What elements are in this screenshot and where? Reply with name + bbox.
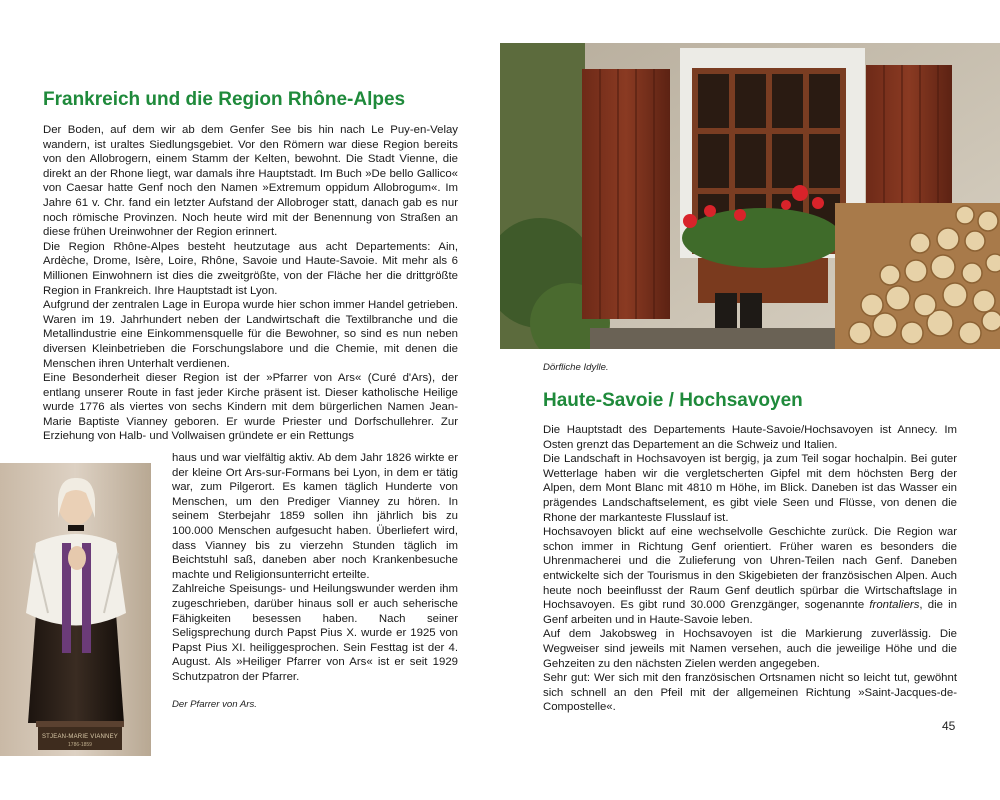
- statue-photo: [0, 463, 151, 756]
- left-paragraph-5: haus und war vielfältig aktiv. Ab dem Jahr 1826 wirkte er der kleine Ort Ars-sur-Formans bei Lyon, in dem er tätig war, zum Pilgerort. Es kamen täglich Hunderte von Menschen, um den Prediger Vianney zu hören. In seinem Sterbejahr 1859 sollen ihn jährlich bis zu 100.000 Menschen aufgesucht haben. Überliefert wird, dass Vianney bis zu vierzehn Stunden täglich im Beichtstuhl saß, daneben aber noch Krankenbesuche machte und Religionsunterricht erteilte.: [172, 452, 458, 581]
- village-photo: [500, 43, 1000, 349]
- left-paragraph-6: Zahlreiche Speisungs- und Heilungswunder werden ihm zugeschrieben, darüber hinaus soll er auch seherische Fähigkeiten besessen haben. Nach seiner Seligsprechung durch Papst Pius X. wurde er 1925 von Papst Pius XI. heiliggesprochen. Sein Festtag ist der 4. August. Als »Heiliger Pfarrer von Ars« ist er seit 1929 Schutzpatron der Pfarrer.: [172, 583, 458, 683]
- left-paragraph-4: Eine Besonderheit dieser Region ist der »Pfarrer von Ars« (Curé d'Ars), der entlang unserer Route in fast jeder Kirche präsent ist. Dieser katholische Heilige wurde 1776 als viertes von sechs Kindern mit dem bürgerlichen Namen Jean-Marie Baptiste Vianney geboren. Er wurde Priester und Dorfschullehrer. Zur Erziehung von Halb- und Vollwaisen gründete er ein Rettungs: [43, 372, 458, 443]
- left-heading: Frankreich und die Region Rhône-Alpes: [43, 89, 406, 110]
- right-paragraph-3-text: Hochsavoyen blickt auf eine wechselvolle Geschichte zurück. Die Region war schon immer in Richtung Genf orientiert. Früher waren es besonders die Uhrenmacherei und die Zulieferung von Uhren-Teilen nach Genf. Daneben entwickelte sich der Tourismus in den Skigebieten der französischen Alpen. Auch heute noch beeinflusst der Raum Genf deutlich spürbar die Wirtschaftslage in Hochsavoyen. Es gibt rund 30.000 Grenzgänger, sogenannte: [543, 526, 957, 612]
- right-paragraph-3-rest: , die in Genf arbeiten und in Haute-Savoie leben.: [543, 599, 957, 626]
- left-paragraph-1: Der Boden, auf dem wir ab dem Genfer See bis hin nach Le Puy-en-Velay wandern, ist uraltes Siedlungsgebiet. Vor den Römern war diese Region bereits von den Allobrogern, einem Stamm der Kelten, bewohnt. Die Stadt Vienne, die direkt an der Rhone liegt, war damals ihre Hauptstadt. Im Buch »De bello Gallico« von Caesar hatte Genf noch den Namen »Extremum oppidum Allobrogum«. Im Jahre 61 v. Chr. fand ein letzter Aufstand der Allobroger statt, danach gab es nur noch römische Provinzen. Noch heute wird mit der Benennung von Straßen an diese frühen Ureinwohner der Region erinnert.: [43, 124, 458, 239]
- left-paragraph-2: Die Region Rhône-Alpes besteht heutzutage aus acht Departements: Ain, Ardèche, Drome, Isère, Loire, Rhône, Savoie und Haute-Savoie. Mit mehr als 6 Millionen Einwohnern ist dies die zweitgrößte, von der Fläche her die drittgrößte Region in Frankreich. Ihre Hauptstadt ist Lyon.: [43, 240, 458, 297]
- right-paragraph-1: Die Hauptstadt des Departements Haute-Savoie/Hochsavoyen ist Annecy. Im Osten grenzt das Departement an die Schweiz und Italien.: [543, 424, 957, 451]
- statue-plaque-years: 1786-1859: [68, 742, 92, 748]
- left-narrow-text-block: [172, 451, 458, 685]
- right-text-block: [543, 423, 957, 715]
- page-number: 45: [942, 719, 956, 733]
- statue-caption: Der Pfarrer von Ars.: [172, 699, 257, 710]
- frontaliers-term: frontaliers: [869, 599, 920, 612]
- right-paragraph-2: Die Landschaft in Hochsavoyen ist bergig, ja zum Teil sogar hochalpin. Bei guter Wetterlage haben wir die vergletscherten Gipfel mit dem höchsten Berg der Alpen, dem Mont Blanc mit 4810 m Höhe, im Blick. Daneben ist das Wasser ein prägendes Landschaftselement, es gibt viele Seen und Flüsse, von denen die Rhone der markanteste Flusslauf ist.: [543, 453, 957, 524]
- right-heading: Haute-Savoie / Hochsavoyen: [543, 390, 803, 411]
- statue-plaque-text: STJEAN-MARIE VIANNEY: [41, 734, 118, 740]
- village-photo-caption: Dörfliche Idylle.: [543, 362, 609, 373]
- right-paragraph-5: Sehr gut: Wer sich mit den französischen Ortsnamen nicht so leicht tut, gewöhnt sich schnell an den Pfeil mit der allgemeinen Richtung »Saint-Jacques-de-Compostelle«.: [543, 672, 957, 714]
- left-paragraph-3: Aufgrund der zentralen Lage in Europa wurde hier schon immer Handel getrieben. Waren im 19. Jahrhundert neben der Landwirtschaft die Textilbranche und die Metallindustrie eine Einkommensquelle für die Bewohner, so sind es nun neben diversen Kleinbetrieben die Forschungslabore und die Chemie, mit denen die Menschen ihren Unterhalt verdienen.: [43, 299, 458, 370]
- left-text-block: [43, 123, 458, 444]
- right-paragraph-4: Auf dem Jakobsweg in Hochsavoyen ist die Markierung zuverlässig. Die Wegweiser sind jeweils mit Namen versehen, auch die jeweilige Höhe und die Gehzeiten zu den nächsten Zielen werden angegeben.: [543, 628, 957, 670]
- right-paragraph-3: [543, 525, 957, 627]
